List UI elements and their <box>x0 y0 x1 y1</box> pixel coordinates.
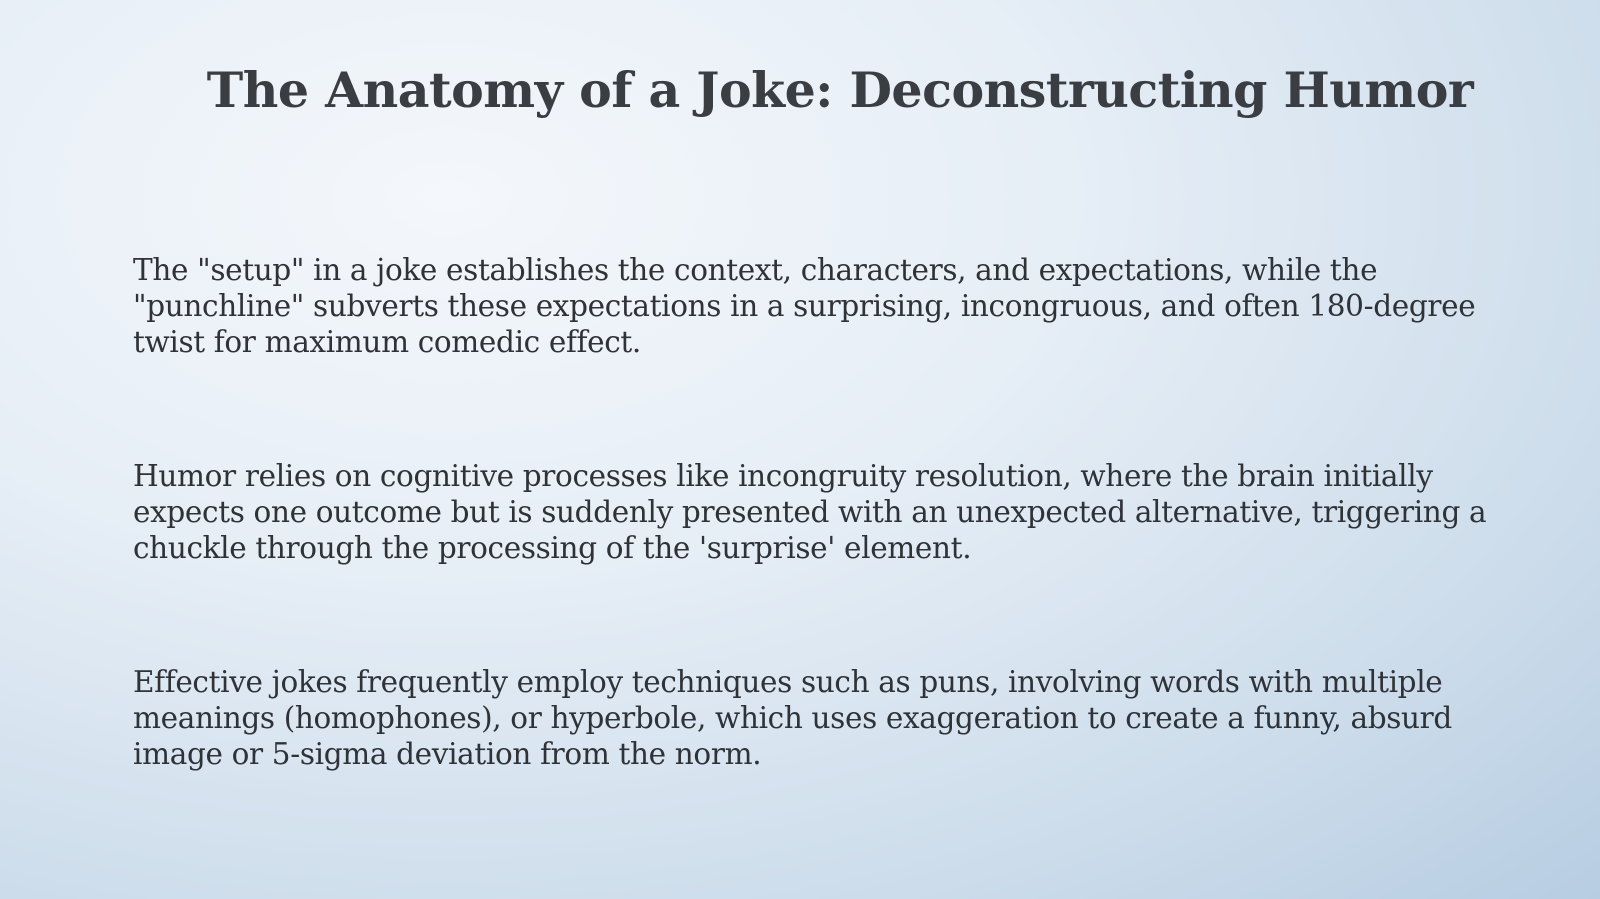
paragraph-setup-punchline: The "setup" in a joke establishes the context, characters, and expectations, while the "punchline" subverts these expectations in a surprising, incongruous, and often 180-degree twist for maximum comedic effect. <box>133 253 1476 359</box>
paragraph-techniques: Effective jokes frequently employ techniques such as puns, involving words with multiple meanings (homophones), or hyperbole, which uses exaggeration to create a funny, absurd image or 5-sigma deviation from the norm. <box>133 665 1452 771</box>
slide-title: The Anatomy of a Joke: Deconstructing Humor <box>206 61 1474 119</box>
paragraph-cognitive-processes: Humor relies on cognitive processes like incongruity resolution, where the brain initially expects one outcome but is suddenly presented with an unexpected alternative, triggering a chuckle through the processing of the 'surprise' element. <box>133 459 1487 565</box>
